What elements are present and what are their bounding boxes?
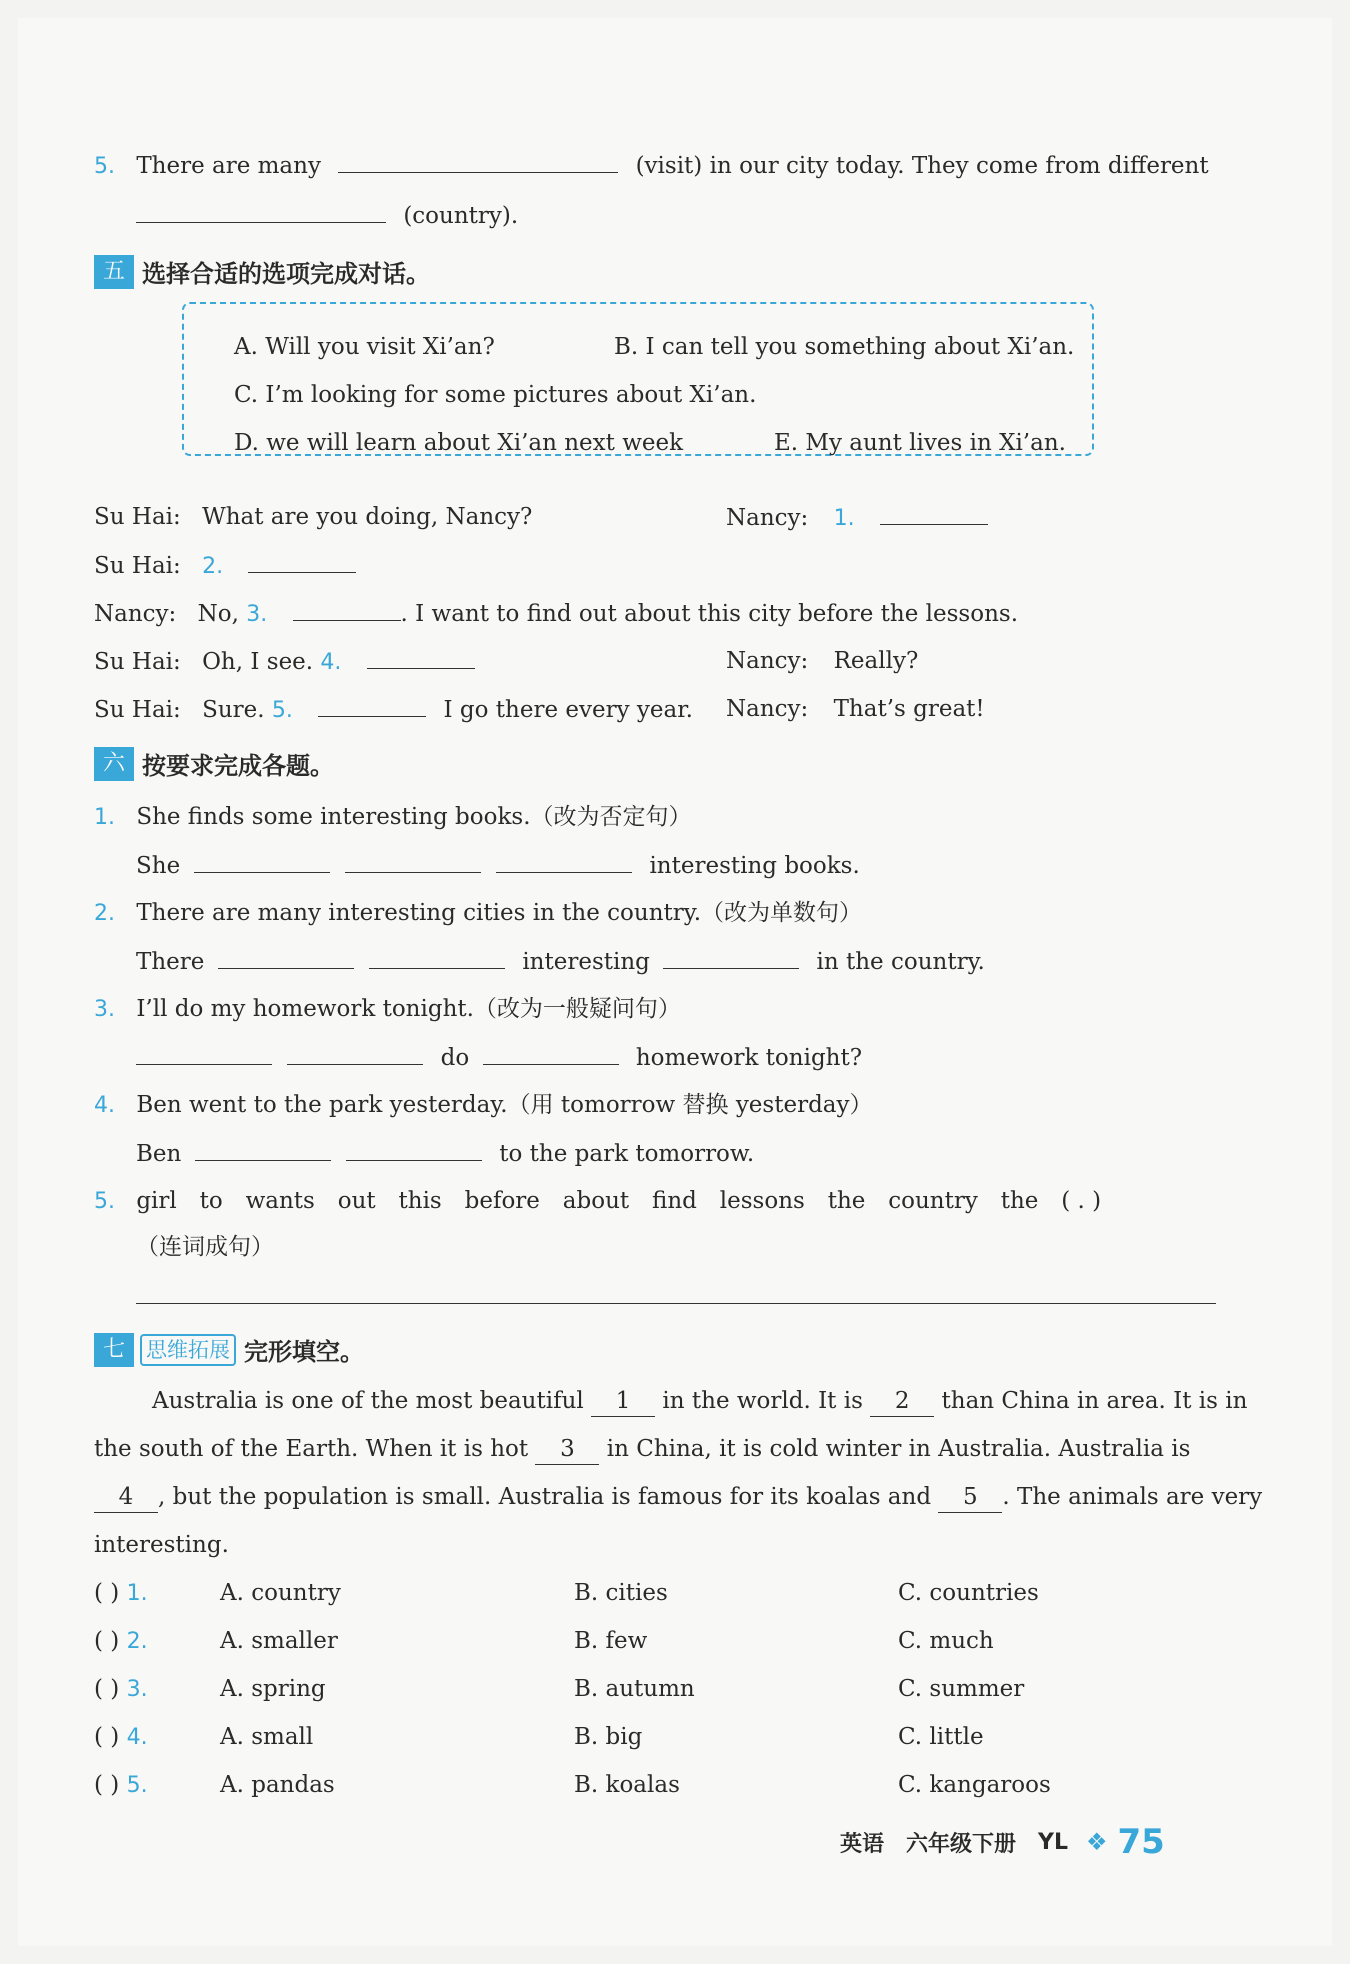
section-badge: 五	[94, 255, 134, 289]
section-title: 完形填空。	[244, 1338, 364, 1366]
s6-q4-answer: Ben to the park tomorrow.	[136, 1138, 754, 1169]
s6-q5: 5. girl to wants out this before about find lessons the country the ( . )	[94, 1188, 1102, 1214]
word: the	[827, 1188, 866, 1214]
word: girl	[136, 1188, 177, 1214]
footer-edition: YL	[1038, 1829, 1068, 1855]
choice-c: C. much	[898, 1628, 994, 1654]
word: wants	[245, 1188, 315, 1214]
answer-blank[interactable]	[194, 850, 330, 873]
s6-q2: 2. There are many interesting cities in the country.（改为单数句）	[94, 900, 863, 926]
answer-blank[interactable]	[287, 1042, 423, 1065]
answer-blank[interactable]	[136, 200, 386, 223]
numbered-blank[interactable]: 3	[535, 1434, 599, 1465]
answer-paren[interactable]: ( )	[94, 1628, 120, 1654]
page-footer	[840, 1822, 1165, 1862]
s6-q3-answer: do homework tonight?	[136, 1042, 862, 1073]
choice-b: B. cities	[574, 1580, 668, 1606]
answer-paren[interactable]: ( )	[94, 1676, 120, 1702]
word: out	[337, 1188, 376, 1214]
choice-c: C. summer	[898, 1676, 1025, 1702]
word: lessons	[719, 1188, 805, 1214]
answer-paren[interactable]: ( )	[94, 1580, 120, 1606]
choice-c: C. kangaroos	[898, 1772, 1051, 1798]
choice-row: ( ) 1.	[94, 1580, 148, 1606]
answer-line[interactable]	[136, 1303, 1216, 1304]
answer-blank[interactable]	[367, 646, 475, 669]
option-c: C. I’m looking for some pictures about Xi’an.	[234, 382, 757, 408]
word: about	[562, 1188, 630, 1214]
answer-blank[interactable]	[218, 946, 354, 969]
section-title: 按要求完成各题。	[142, 752, 334, 780]
section-tag: 思维拓展	[140, 1334, 236, 1366]
answer-blank[interactable]	[369, 946, 505, 969]
dialogue-line: Nancy: No, 3. . I want to find out about this city before the lessons.	[94, 598, 1018, 630]
section-5-heading	[94, 254, 430, 289]
choice-a: A. country	[220, 1580, 341, 1606]
choice-row: ( ) 4.	[94, 1724, 148, 1750]
s6-q5-note: （连词成句）	[136, 1234, 274, 1260]
answer-blank[interactable]	[293, 598, 401, 621]
option-e: E. My aunt lives in Xi’an.	[774, 430, 1066, 456]
option-a: A. Will you visit Xi’an?	[234, 334, 495, 360]
choice-b: B. koalas	[574, 1772, 680, 1798]
answer-blank[interactable]	[345, 850, 481, 873]
s6-q3: 3. I’ll do my homework tonight.（改为一般疑问句）	[94, 996, 681, 1022]
dialogue-line: Su Hai: Oh, I see. 4.	[94, 646, 475, 678]
dialogue-line: Su Hai: 2.	[94, 550, 356, 582]
section-6-heading	[94, 746, 334, 781]
page-number: 75	[1117, 1822, 1165, 1862]
word: find	[652, 1188, 697, 1214]
word: country	[888, 1188, 978, 1214]
choice-a: A. pandas	[220, 1772, 335, 1798]
word: the	[1000, 1188, 1039, 1214]
choice-b: B. autumn	[574, 1676, 695, 1702]
passage-line: the south of the Earth. When it is hot 3 in China, it is cold winter in Australia. Australia is	[94, 1434, 1190, 1465]
answer-blank[interactable]	[483, 1042, 619, 1065]
section-7-heading	[94, 1332, 364, 1367]
answer-blank[interactable]	[318, 694, 426, 717]
q5-line2: (country).	[136, 200, 518, 231]
option-b: B. I can tell you something about Xi’an.	[614, 334, 1075, 360]
answer-blank[interactable]	[346, 1138, 482, 1161]
s6-q1: 1. She finds some interesting books.（改为否定句）	[94, 804, 692, 830]
section-badge: 七	[94, 1333, 134, 1367]
numbered-blank[interactable]: 2	[870, 1386, 934, 1417]
word: ( . )	[1061, 1188, 1102, 1214]
answer-blank[interactable]	[663, 946, 799, 969]
q5-line1: 5. There are many (visit) in our city today. They come from different	[94, 150, 1209, 182]
s6-q1-answer: She interesting books.	[136, 850, 860, 881]
choice-row: ( ) 5.	[94, 1772, 148, 1798]
choice-b: B. few	[574, 1628, 648, 1654]
footer-subject: 英语	[840, 1831, 885, 1857]
answer-blank[interactable]	[136, 1042, 272, 1065]
word: this	[398, 1188, 442, 1214]
answer-blank[interactable]	[496, 850, 632, 873]
answer-blank[interactable]	[248, 550, 356, 573]
section-badge: 六	[94, 747, 134, 781]
s6-q2-answer: There interesting in the country.	[136, 946, 985, 977]
s6-q4: 4. Ben went to the park yesterday.（用 tomorrow 替换 yesterday）	[94, 1092, 873, 1118]
dialogue-line: Su Hai: What are you doing, Nancy?	[94, 504, 533, 530]
answer-blank[interactable]	[195, 1138, 331, 1161]
answer-paren[interactable]: ( )	[94, 1724, 120, 1750]
diamond-icon: ❖	[1085, 1828, 1108, 1856]
answer-blank[interactable]	[338, 150, 618, 173]
dialogue-line: Su Hai: Sure. 5. I go there every year.	[94, 694, 693, 726]
choice-b: B. big	[574, 1724, 643, 1750]
question-number: 5.	[94, 154, 115, 179]
dialogue-line: Nancy: 1.	[726, 502, 988, 534]
choice-row: ( ) 3.	[94, 1676, 148, 1702]
numbered-blank[interactable]: 1	[591, 1386, 655, 1417]
option-d: D. we will learn about Xi’an next week	[234, 430, 684, 456]
dialogue-line: Nancy: Really?	[726, 648, 919, 674]
choice-a: A. smaller	[220, 1628, 338, 1654]
passage-line: interesting.	[94, 1532, 229, 1558]
section-title: 选择合适的选项完成对话。	[142, 260, 430, 288]
choice-c: C. little	[898, 1724, 984, 1750]
choice-a: A. small	[220, 1724, 314, 1750]
passage-line: Australia is one of the most beautiful 1 in the world. It is 2 than China in area. It is in	[152, 1386, 1247, 1417]
passage-line: 4 , but the population is small. Australia is famous for its koalas and 5 . The animals are very	[94, 1482, 1262, 1513]
answer-paren[interactable]: ( )	[94, 1772, 120, 1798]
word-list	[136, 1186, 1101, 1216]
numbered-blank[interactable]: 5	[938, 1482, 1002, 1513]
choice-a: A. spring	[220, 1676, 326, 1702]
choice-c: C. countries	[898, 1580, 1039, 1606]
word: before	[464, 1188, 540, 1214]
numbered-blank[interactable]: 4	[94, 1482, 158, 1513]
dialogue-line: Nancy: That’s great!	[726, 696, 985, 722]
choice-row: ( ) 2.	[94, 1628, 148, 1654]
footer-grade: 六年级下册	[906, 1831, 1017, 1857]
word: to	[199, 1188, 223, 1214]
answer-blank[interactable]	[880, 502, 988, 525]
